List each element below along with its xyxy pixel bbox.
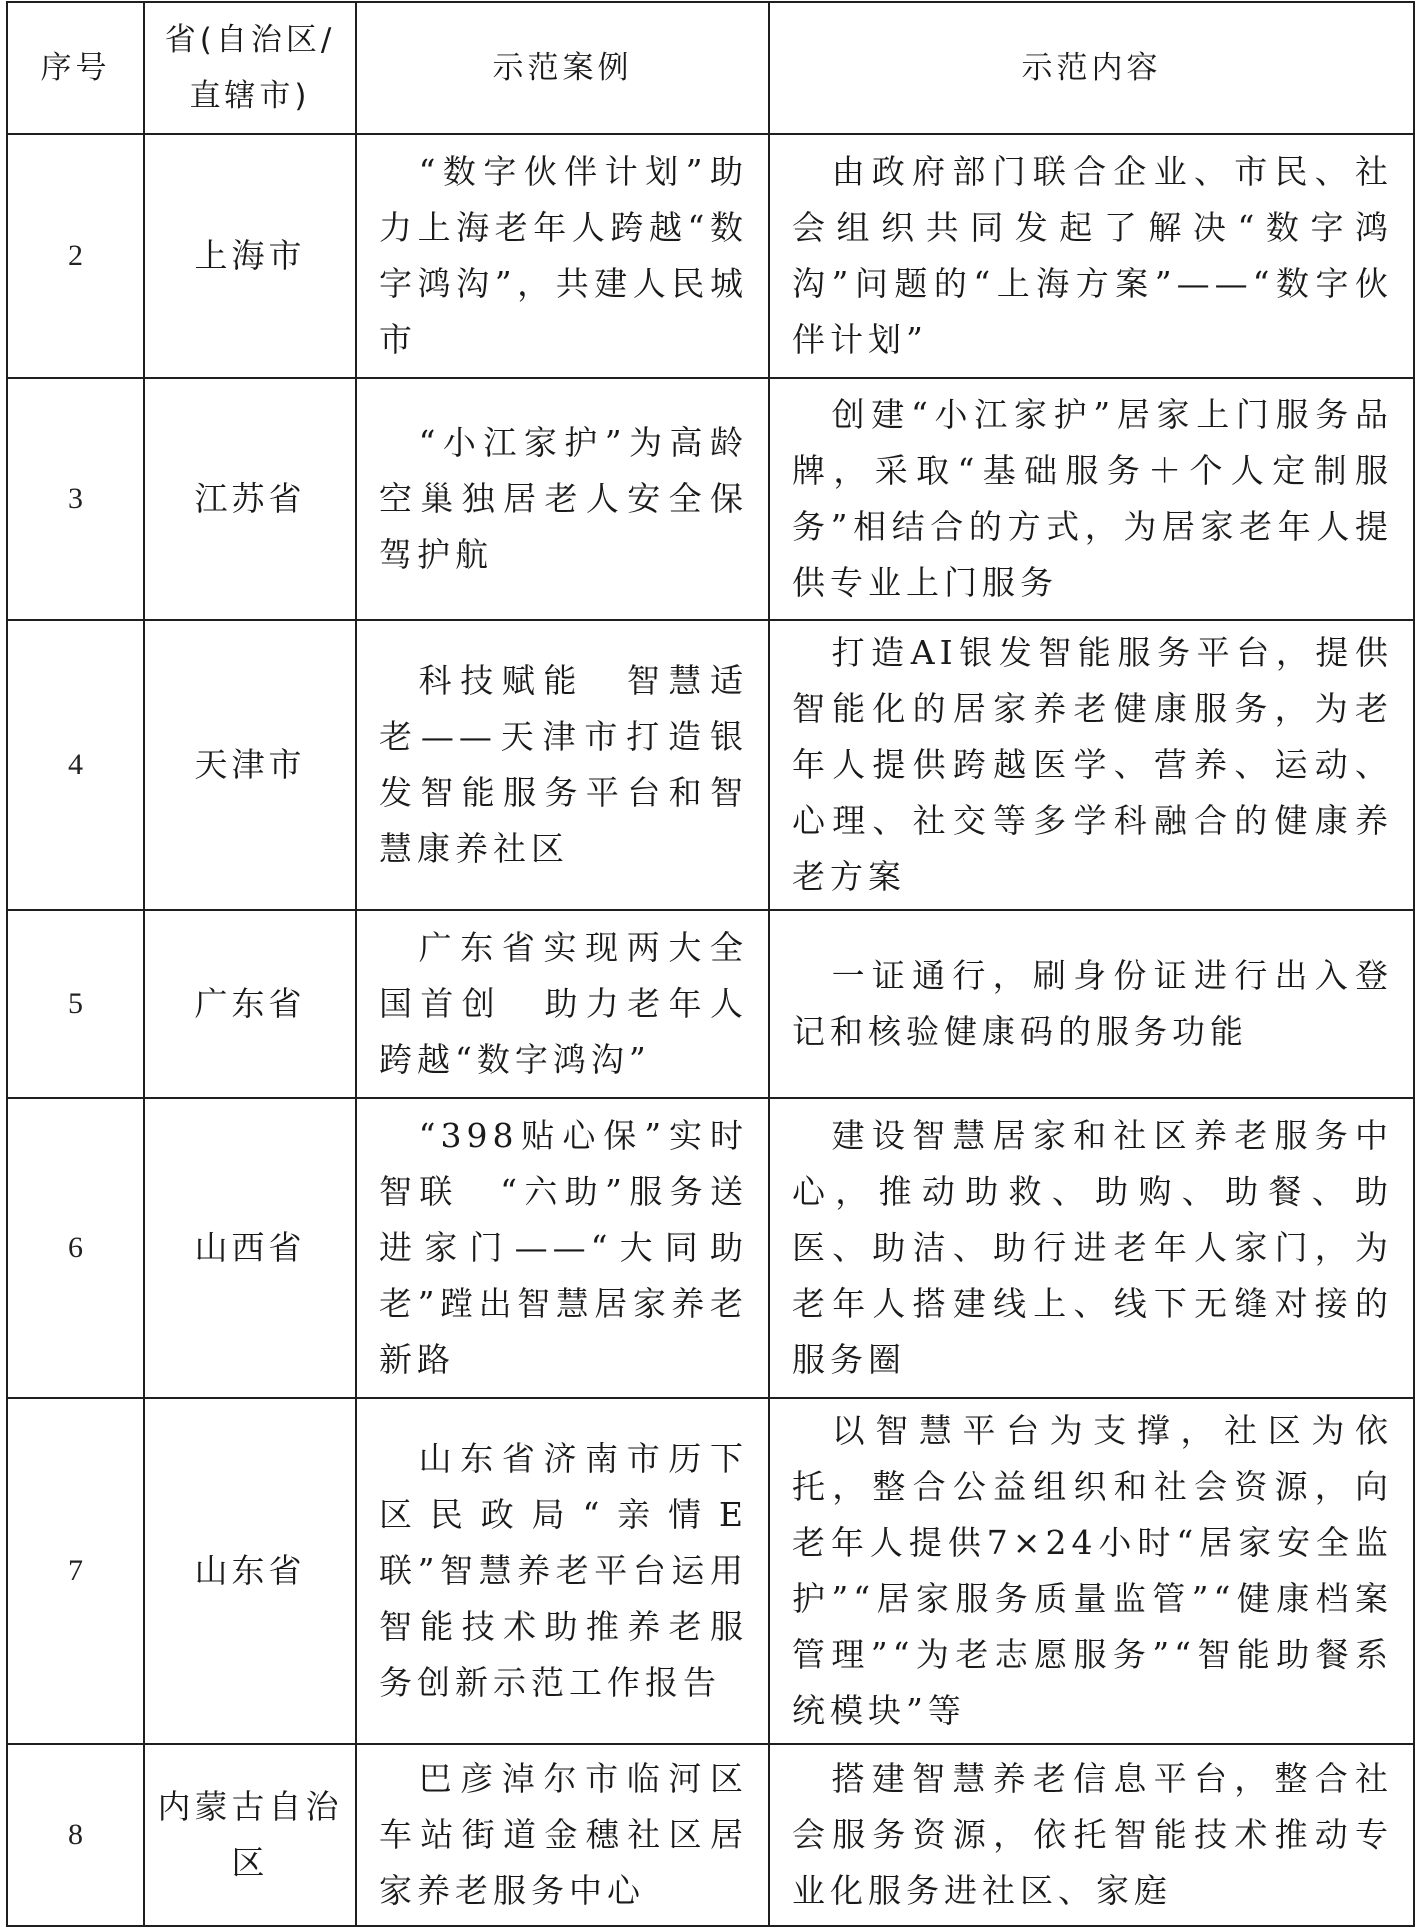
table-row (7, 1398, 1414, 1744)
row-region: 山西省 (144, 1098, 356, 1398)
header-content: 示范内容 (769, 2, 1414, 134)
row-region: 内蒙古自治区 (144, 1744, 356, 1926)
row-region: 天津市 (144, 620, 356, 910)
row-serial: 6 (7, 1098, 144, 1398)
row-content (769, 1398, 1414, 1744)
row-serial: 4 (7, 620, 144, 910)
table-row (7, 134, 1414, 378)
row-case (356, 1398, 769, 1744)
row-content-text: 打造AI银发智能服务平台，提供智能化的居家养老健康服务，为老年人提供跨越医学、营养、运动、心理、社交等多学科融合的健康养老方案 (792, 633, 1393, 896)
table-row (7, 1098, 1414, 1398)
row-region: 山东省 (144, 1398, 356, 1744)
row-content-text: 以智慧平台为支撑，社区为依托，整合公益组织和社会资源，向老年人提供7×24小时“居家安全监护”“居家服务质量监管”“健康档案管理”“为老志愿服务”“智能助餐系统模块”等 (792, 1411, 1393, 1730)
table-row (7, 910, 1414, 1098)
header-row (7, 2, 1414, 134)
row-serial: 2 (7, 134, 144, 378)
row-case (356, 134, 769, 378)
row-case (356, 620, 769, 910)
row-case-text: “398贴心保”实时智联 “六助”服务送进家门——“大同助老”蹚出智慧居家养老新路 (379, 1116, 748, 1379)
row-content (769, 620, 1414, 910)
row-case-text: 科技赋能 智慧适老——天津市打造银发智能服务平台和智慧康养社区 (379, 661, 748, 868)
row-region: 江苏省 (144, 378, 356, 620)
row-content-text: 建设智慧居家和社区养老服务中心，推动助救、助购、助餐、助医、助洁、助行进老年人家门，为老年人搭建线上、线下无缝对接的服务圈 (792, 1116, 1393, 1379)
row-content (769, 1744, 1414, 1926)
row-case-text: “数字伙伴计划”助力上海老年人跨越“数字鸿沟”，共建人民城市 (379, 152, 748, 359)
row-serial: 3 (7, 378, 144, 620)
row-case-text: 山东省济南市历下区民政局“亲情E联”智慧养老平台运用智能技术助推养老服务创新示范工作报告 (379, 1439, 748, 1702)
row-serial: 5 (7, 910, 144, 1098)
row-case (356, 1098, 769, 1398)
row-serial: 7 (7, 1398, 144, 1744)
row-content (769, 1098, 1414, 1398)
row-case (356, 378, 769, 620)
row-case-text: “小江家护”为高龄空巢独居老人安全保驾护航 (379, 423, 748, 574)
row-content (769, 134, 1414, 378)
row-case-text: 巴彦淖尔市临河区车站街道金穗社区居家养老服务中心 (379, 1759, 748, 1910)
row-case (356, 1744, 769, 1926)
header-case: 示范案例 (356, 2, 769, 134)
header-region: 省(自治区/直辖市) (144, 2, 356, 134)
row-region: 广东省 (144, 910, 356, 1098)
table-row (7, 378, 1414, 620)
row-region: 上海市 (144, 134, 356, 378)
row-case-text: 广东省实现两大全国首创 助力老年人跨越“数字鸿沟” (379, 928, 748, 1079)
table-row (7, 1744, 1414, 1926)
row-content-text: 创建“小江家护”居家上门服务品牌，采取“基础服务＋个人定制服务”相结合的方式，为居家老年人提供专业上门服务 (792, 395, 1393, 602)
row-content-text: 一证通行，刷身份证进行出入登记和核验健康码的服务功能 (792, 956, 1393, 1051)
row-content (769, 378, 1414, 620)
row-content-text: 搭建智慧养老信息平台，整合社会服务资源，依托智能技术推动专业化服务进社区、家庭 (792, 1759, 1393, 1910)
row-content (769, 910, 1414, 1098)
row-serial: 8 (7, 1744, 144, 1926)
header-serial: 序号 (7, 2, 144, 134)
table-row (7, 620, 1414, 910)
row-case (356, 910, 769, 1098)
cases-table (6, 1, 1415, 1927)
row-content-text: 由政府部门联合企业、市民、社会组织共同发起了解决“数字鸿沟”问题的“上海方案”——“数字伙伴计划” (792, 152, 1393, 359)
